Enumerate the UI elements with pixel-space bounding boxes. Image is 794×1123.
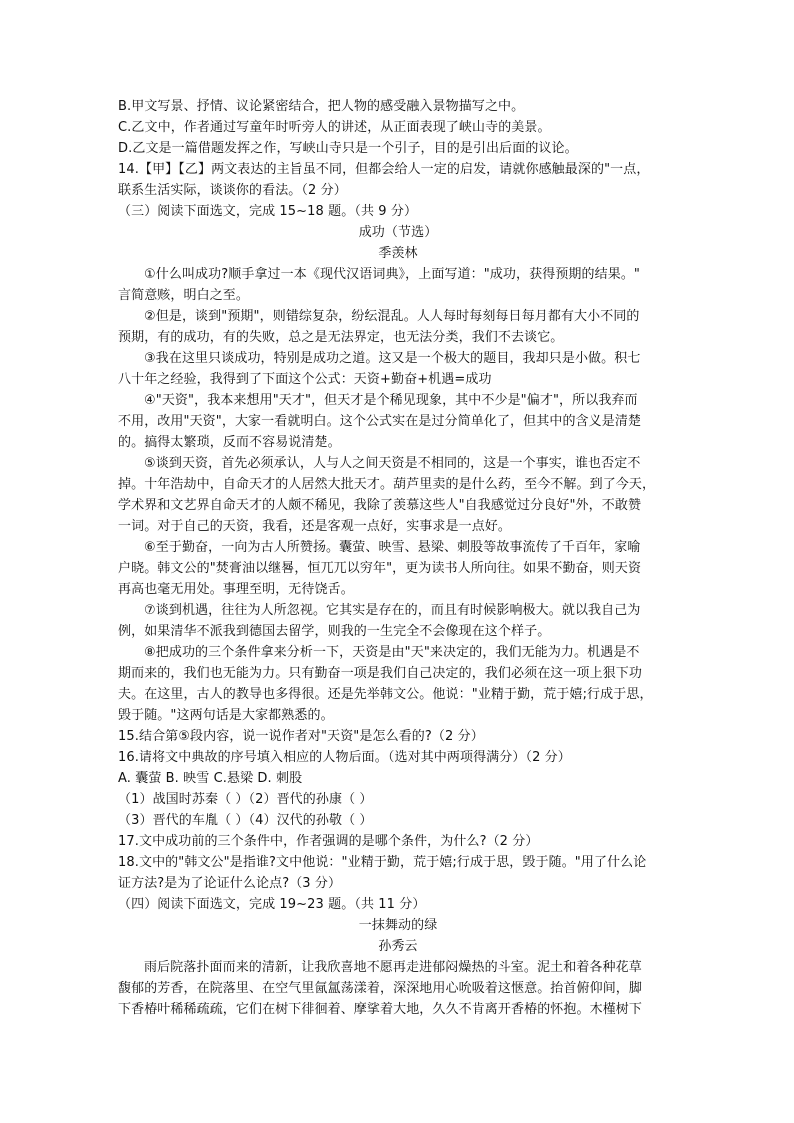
article1-body — [118, 264, 678, 726]
paragraph-line: 再高也毫无用处。事理至明，无待饶舌。 — [118, 582, 354, 597]
article1-author: 季羡林 — [378, 246, 418, 261]
q13-options — [118, 96, 678, 159]
questions-15-18 — [118, 726, 678, 894]
paragraph-line: 预期，有的成功，有的失败，总之是无法界定，也无法分类，我们不去谈它。 — [118, 330, 564, 345]
article2-author: 孙秀云 — [378, 939, 418, 954]
paragraph-line: ⑤谈到天资，首先必须承认，人与人之间天资是不相同的，这是一个事实，谁也否定不 — [144, 456, 641, 471]
paragraph-line: 学术界和文艺界自命天才的人颇不稀见，我除了羡慕这些人"自我感觉过分良好"外，不敢赞 — [118, 498, 642, 513]
paragraph-line: ③我在这里只谈成功，特别是成功之道。这又是一个极大的题目，我却只是小做。积七 — [144, 351, 641, 366]
paragraph-line: 的。搞得太繁琐，反而不容易说清楚。 — [118, 435, 341, 450]
paragraph-line: 期而来的，我们也无能为力。只有勤奋一项是我们自己决定的，我们必须在这一项上狠下功 — [118, 666, 643, 681]
paragraph-line: 一词。对于自己的天资，我看，还是客观一点好，实事求是一点好。 — [118, 519, 512, 534]
paragraph-line: 夫。在这里，古人的教导也多得很。还是先举韩文公。他说："业精于勤，荒于嬉;行成于思， — [118, 687, 653, 702]
answer-option: C.乙文中，作者通过写童年时听旁人的讲述，从正面表现了峡山寺的美景。 — [118, 120, 551, 135]
paragraph-line: ⑥至于勤奋，一向为古人所赞扬。囊萤、映雪、悬梁、刺股等故事流传了千百年，家喻 — [144, 540, 641, 555]
question-text: （3）晋代的车胤（ ）（4）汉代的孙敬（ ） — [118, 813, 373, 828]
question-text: 17.文中成功前的三个条件中，作者强调的是哪个条件，为什么?（2 分） — [118, 834, 539, 849]
paragraph-line: 雨后院落扑面而来的清新，让我欣喜地不愿再走进郁闷燥热的斗室。泥土和着各种花草 — [144, 960, 642, 975]
section4-header: （四）阅读下面选文，完成 19~23 题。（共 11 分） — [118, 897, 426, 912]
paragraph-line: 八十年之经验，我得到了下面这个公式：天资+勤奋+机遇=成功 — [118, 372, 492, 387]
question-text: 联系生活实际，谈谈你的看法。（2 分） — [118, 183, 347, 198]
paragraph-line: ⑧把成功的三个条件拿来分析一下，天资是由"天"来决定的，我们无能为力。机遇是不 — [144, 645, 640, 660]
article2-title: 一抹舞动的绿 — [358, 918, 438, 933]
answer-option: B.甲文写景、抒情、议论紧密结合，把人物的感受融入景物描写之中。 — [118, 99, 525, 114]
question-text: A. 囊萤 B. 映雪 C.悬梁 D. 刺股 — [118, 771, 303, 786]
paragraph-line: ②但是，谈到"预期"，则错综复杂，纷纭混乱。人人每时每刻每日每月都有大小不同的 — [144, 309, 640, 324]
paragraph-line: 户晓。韩文公的"焚膏油以继晷，恒兀兀以穷年"，更为读书人所向往。如果不勤奋，则天资 — [118, 561, 642, 576]
article2-body — [118, 957, 678, 1020]
question-text: 15.结合第⑤段内容，说一说作者对"天资"是怎么看的?（2 分） — [118, 729, 484, 744]
paragraph-line: 不用，改用"天资"，大家一看就明白。这个公式实在是过分简单化了，但其中的含义是清楚 — [118, 414, 642, 429]
question-text: 证方法?是为了论证什么论点?（3 分） — [118, 876, 342, 891]
paragraph-line: ⑦谈到机遇，往往为人所忽视。它其实是存在的，而且有时候影响极大。就以我自己为 — [144, 603, 641, 618]
question-text: 16.请将文中典故的序号填入相应的人物后面。（选对其中两项得满分）（2 分） — [118, 750, 571, 765]
section3-header: （三）阅读下面选文，完成 15~18 题。（共 9 分） — [118, 204, 418, 219]
exam-page — [118, 96, 678, 1020]
question-text: 18.文中的"韩文公"是指谁?文中他说："业精于勤，荒于嬉;行成于思，毁于随。"用了什么论 — [118, 855, 647, 870]
paragraph-line: 馥郁的芳香，在院落里、在空气里氤氲荡漾着，深深地用心吮吸着这惬意。抬首俯仰间，脚 — [118, 981, 643, 996]
article1-title: 成功（节选） — [358, 225, 438, 240]
paragraph-line: 毁于随。"这两句话是大家都熟悉的。 — [118, 708, 334, 723]
q14-question — [118, 159, 678, 201]
question-text: （1）战国时苏秦（ ）（2）晋代的孙康（ ） — [118, 792, 373, 807]
paragraph-line: ④"天资"，我本来想用"天才"，但天才是个稀见现象，其中不少是"偏才"，所以我弃而 — [144, 393, 638, 408]
answer-option: D.乙文是一篇借题发挥之作，写峡山寺只是一个引子，目的是引出后面的议论。 — [118, 141, 578, 156]
question-text: 14.【甲】【乙】两文表达的主旨虽不同，但都会给人一定的启发，请就你感触最深的"一点， — [118, 162, 650, 177]
paragraph-line: 例，如果清华不派我到德国去留学，则我的一生完全不会像现在这个样子。 — [118, 624, 551, 639]
paragraph-line: 下香椿叶稀稀疏疏，它们在树下徘徊着、摩挲着大地，久久不肯离开香椿的怀抱。木槿树下 — [118, 1002, 643, 1017]
paragraph-line: ①什么叫成功?顺手拿过一本《现代汉语词典》，上面写道："成功，获得预期的结果。" — [144, 267, 641, 282]
paragraph-line: 掉。十年浩劫中，自命天才的人居然大批天才。葫芦里卖的是什么药，至今不解。到了今天， — [118, 477, 656, 492]
paragraph-line: 言简意赅，明白之至。 — [118, 288, 250, 303]
